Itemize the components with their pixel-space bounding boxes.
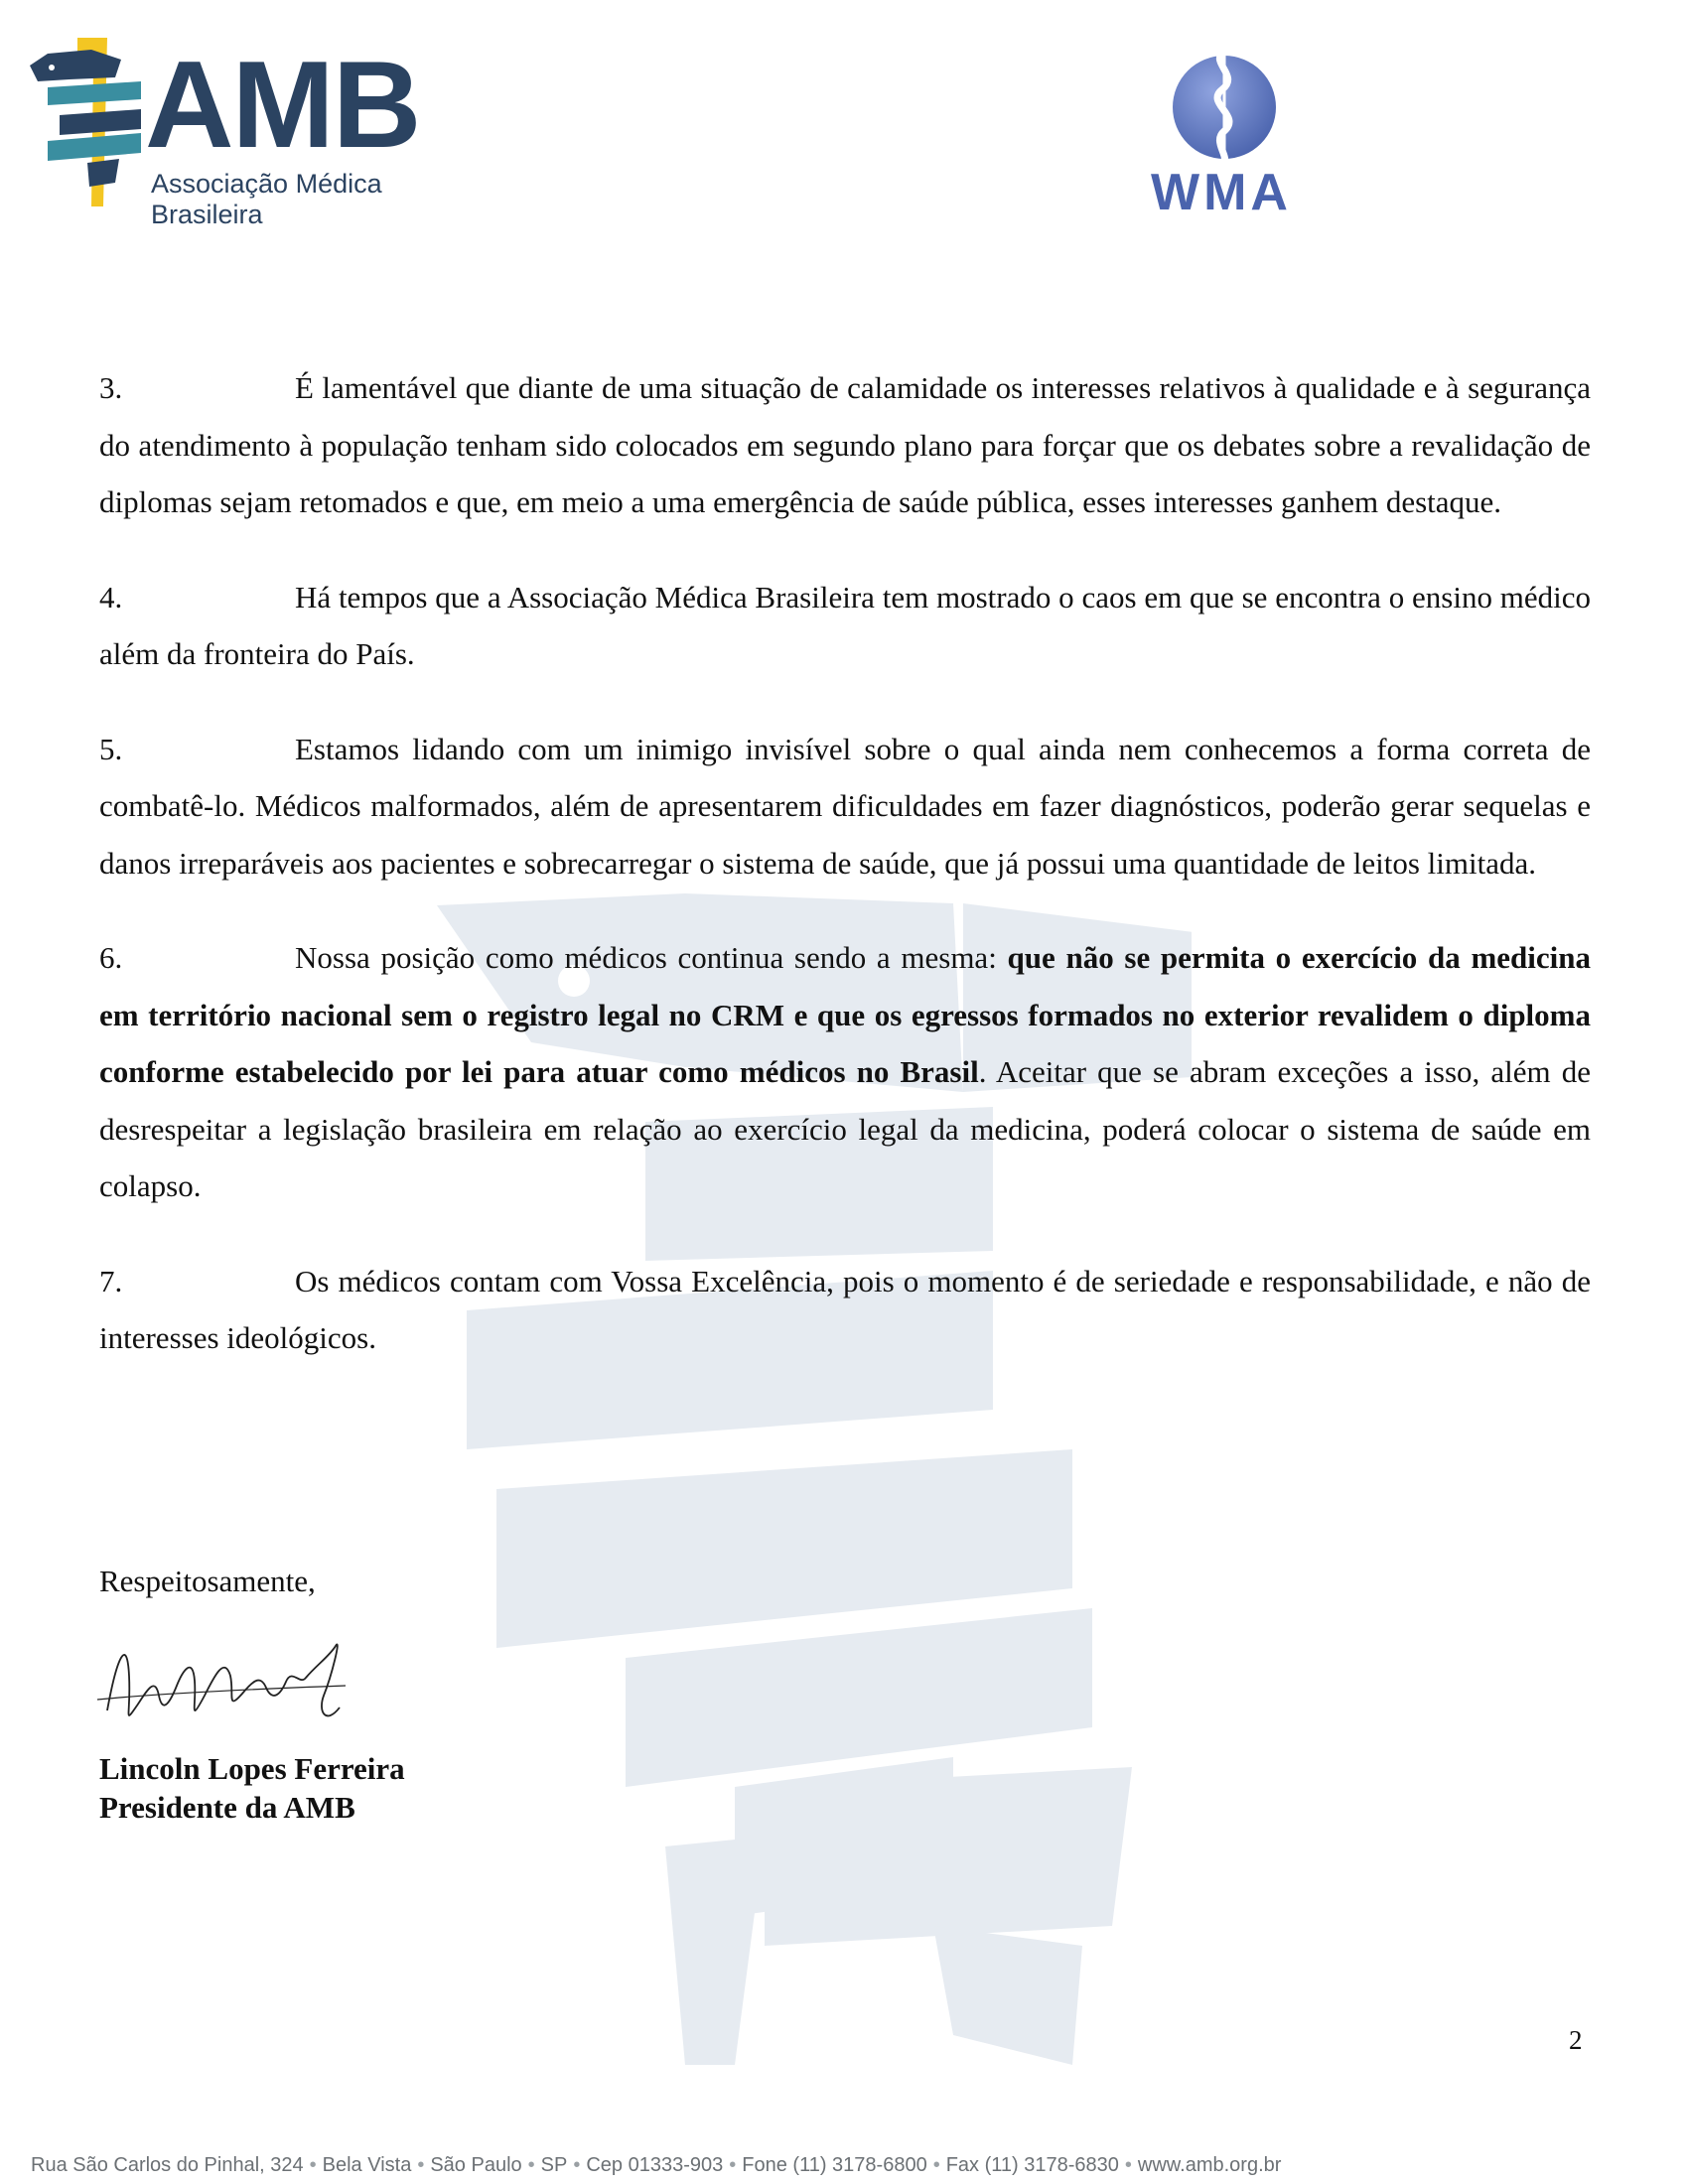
wma-globe-icon [1117, 42, 1326, 171]
closing-salutation: Respeitosamente, [99, 1564, 316, 1598]
footer-district: Bela Vista [322, 2154, 412, 2176]
signer-name: Lincoln Lopes Ferreira [99, 1751, 405, 1786]
paragraph-7 [99, 1253, 1591, 1367]
bullet-separator-icon: • [1124, 2154, 1132, 2176]
paragraph-text: Há tempos que a Associação Médica Brasileira tem mostrado o caos em que se encontra o ensino médico além da fronteira do País. [99, 579, 1591, 671]
paragraph-text: É lamentável que diante de uma situação de calamidade os interesses relativos à qualidade e à segurança do atendimento à população tenham sido colocados em segundo plano para forçar que os debates sobre a revalidação de diplomas sejam retomados e que, em meio a uma emergência de saúde pública, esses interesses ganhem destaque. [99, 370, 1591, 519]
paragraph-text-tail: . Aceitar que se abram exceções a isso, além de desrespeitar a legislação brasileira em relação ao exercício legal da medicina, poderá colocar o sistema de saúde em colapso. [99, 1054, 1592, 1203]
bullet-separator-icon: • [932, 2154, 940, 2176]
paragraph-text-lead: Nossa posição como médicos continua sendo a mesma: [295, 940, 1008, 975]
footer-zip: Cep 01333-903 [586, 2154, 724, 2176]
footer-city: São Paulo [430, 2154, 522, 2176]
page-number: 2 [1569, 2025, 1583, 2055]
bullet-separator-icon: • [527, 2154, 535, 2176]
amb-wordmark: AMB [145, 37, 420, 174]
amb-subtitle: Associação Médica Brasileira [151, 169, 382, 229]
paragraph-number: 5. [99, 731, 123, 766]
footer-fax: Fax (11) 3178-6830 [945, 2154, 1119, 2176]
paragraph-5 [99, 721, 1591, 892]
paragraph-number: 7. [99, 1263, 123, 1298]
signer-title: Presidente da AMB [99, 1790, 355, 1825]
signer-block [99, 1749, 405, 1827]
paragraph-text: Os médicos contam com Vossa Excelência, pois o momento é de seriedade e responsabilidade, e não de interesses ideológicos. [99, 1263, 1591, 1355]
paragraph-3 [99, 359, 1591, 531]
wma-logo [1117, 42, 1326, 221]
wma-wordmark: WMA [1151, 164, 1292, 221]
footer-website: www.amb.org.br [1137, 2154, 1282, 2176]
paragraph-4 [99, 569, 1591, 683]
bullet-separator-icon: • [729, 2154, 737, 2176]
footer-street: Rua São Carlos do Pinhal, 324 [31, 2154, 304, 2176]
footer-address [31, 2154, 1281, 2177]
paragraph-text: Estamos lidando com um inimigo invisível sobre o qual ainda nem conhecemos a forma correta de combatê-lo. Médicos malformados, além de apresentarem dificuldades em fazer diagnósticos, poderão gerar sequelas e danos irreparáveis aos pacientes e sobrecarregar o sistema de saúde, que já possui uma quantidade de leitos limitada. [99, 731, 1591, 881]
signature-image [97, 1616, 355, 1745]
bullet-separator-icon: • [309, 2154, 317, 2176]
paragraph-number: 4. [99, 579, 123, 614]
paragraph-number: 6. [99, 940, 123, 975]
paragraph-text-emphasis: que não se permita o exercício da medicina em território nacional sem o registro legal no CRM e que os egressos formados no exterior revalidem o diploma conforme estabelecido por lei para atuar como médicos no Brasil [99, 940, 1591, 1089]
bullet-separator-icon: • [573, 2154, 581, 2176]
letter-body [99, 359, 1591, 1405]
bullet-separator-icon: • [417, 2154, 425, 2176]
paragraph-6 [99, 929, 1591, 1215]
paragraph-number: 3. [99, 370, 123, 405]
footer-state: SP [540, 2154, 568, 2176]
amb-logo [30, 37, 487, 229]
footer-phone: Fone (11) 3178-6800 [742, 2154, 927, 2176]
